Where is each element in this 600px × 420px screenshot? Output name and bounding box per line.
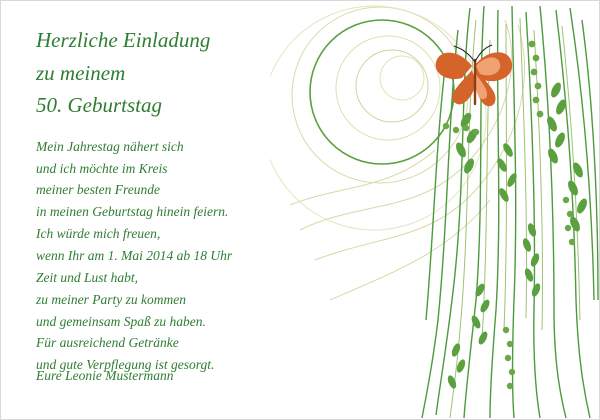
body-line-10: Für ausreichend Getränke (36, 335, 179, 351)
body-line-4: in meinen Geburtstag hinein feiern. (36, 204, 229, 220)
body-line-5: Ich würde mich freuen, (36, 226, 161, 242)
heading-line-2: zu meinem (36, 60, 126, 85)
body-line-1: Mein Jahrestag nähert sich (36, 138, 184, 154)
body-line-2: und ich möchte im Kreis (36, 160, 168, 176)
body-line-3: meiner besten Freunde (36, 182, 160, 198)
body-line-9: und gemeinsam Spaß zu haben. (36, 313, 206, 329)
body-line-7: Zeit und Lust habt, (36, 269, 139, 285)
heading-line-1: Herzliche Einladung (36, 28, 211, 52)
body-line-6: wenn Ihr am 1. Mai 2014 ab 18 Uhr (36, 247, 233, 263)
invitation-body (36, 136, 336, 376)
invitation-heading (36, 24, 336, 122)
invitation-text-block (36, 24, 336, 376)
body-line-11: und gute Verpflegung ist gesorgt. (36, 357, 215, 373)
heading-line-3: 50. Geburtstag (36, 93, 162, 118)
butterfly-icon (436, 45, 513, 106)
signature-line: Eure Leonie Mustermann (36, 368, 174, 383)
body-line-8: zu meiner Party zu kommen (36, 291, 186, 307)
